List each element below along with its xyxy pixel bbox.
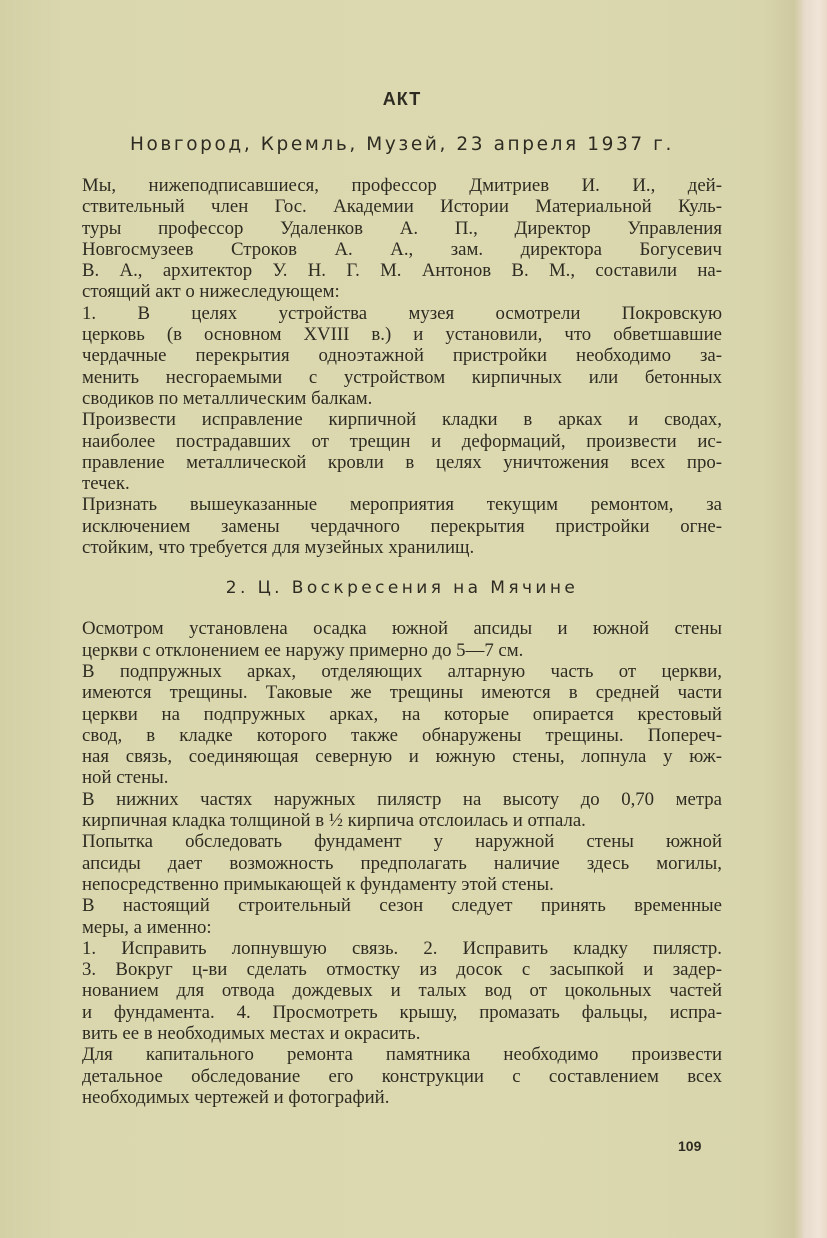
text-line: менить несгораемыми с устройством кирпичных или бетонных xyxy=(82,366,722,388)
text-line: Для капитального ремонта памятника необходимо произвести xyxy=(82,1044,722,1066)
s2-paragraph-5 xyxy=(82,895,722,938)
intro-paragraph xyxy=(82,175,722,303)
text-line: и фундамента. 4. Просмотреть крышу, промазать фальцы, испра- xyxy=(82,1001,722,1023)
s2-paragraph-1 xyxy=(82,618,722,661)
document-title: АКТ xyxy=(382,89,422,109)
item1-paragraph xyxy=(82,303,722,409)
text-line: церковь (в основном XVIII в.) и установили, что обветшавшие xyxy=(82,324,722,346)
text-line: непосредственно примыкающей к фундаменту этой стены. xyxy=(82,873,554,895)
text-line: 1. В целях устройства музея осмотрели Покровскую xyxy=(82,302,722,324)
text-line: Признать вышеуказанные мероприятия текущим ремонтом, за xyxy=(82,494,722,516)
text-line: нованием для отвода дождевых и талых вод от цокольных частей xyxy=(82,980,722,1002)
text-line: Попытка обследовать фундамент у наружной стены южной xyxy=(82,831,722,853)
text-line: свод, в кладке которого также обнаружены трещины. Попереч- xyxy=(82,724,722,746)
text-line: апсиды дает возможность предполагать наличие здесь могилы, xyxy=(82,852,722,874)
text-line: исключением замены чердачного перекрытия пристройки огне- xyxy=(82,515,722,537)
text-line: ной стены. xyxy=(82,767,169,789)
text-line: Новгосмузеев Строков А. А., зам. директора Богусевич xyxy=(82,238,722,260)
text-line: туры профессор Удаленков А. П., Директор Управления xyxy=(82,217,722,239)
text-line: меры, а именно: xyxy=(82,916,212,938)
text-line: церкви на подпружных арках, на которые опирается крестовый xyxy=(82,703,722,725)
s2-paragraph-4 xyxy=(82,831,722,895)
text-line: Мы, нижеподписавшиеся, профессор Дмитриев И. И., дей- xyxy=(82,175,722,196)
text-line: 1. Исправить лопнувшую связь. 2. Исправить кладку пилястр. xyxy=(82,937,722,959)
text-line: В настоящий строительный сезон следует принять временные xyxy=(82,895,722,917)
s2-paragraph-7 xyxy=(82,1044,722,1108)
s2-paragraph-6 xyxy=(82,938,722,1044)
item1-repair-paragraph xyxy=(82,409,722,494)
text-line: В нижних частях наружных пилястр на высоту до 0,70 метра xyxy=(82,788,722,810)
text-line: наиболее пострадавших от трещин и деформаций, произвести ис- xyxy=(82,430,722,452)
text-line: Произвести исправление кирпичной кладки в арках и сводах, xyxy=(82,409,722,431)
item1-recognize-paragraph xyxy=(82,494,722,558)
text-line: детальное обследование его конструкции с составлением всех xyxy=(82,1065,722,1087)
text-line: В. А., архитектор У. Н. Г. М. Антонов В. М., составили на- xyxy=(82,260,722,282)
text-line: ная связь, соединяющая северную и южную стены, лопнула у юж- xyxy=(82,746,722,768)
text-line: кирпичная кладка толщиной в ½ кирпича отслоилась и отпала. xyxy=(82,810,586,832)
text-line: 3. Вокруг ц-ви сделать отмостку из досок с засыпкой и задер- xyxy=(82,959,722,981)
page-edge xyxy=(801,0,827,1238)
text-line: В подпружных арках, отделяющих алтарную часть от церкви, xyxy=(82,660,722,682)
text-line: имеются трещины. Таковые же трещины имеются в средней части xyxy=(82,682,722,704)
text-line: сводиков по металлическим балкам. xyxy=(82,387,373,409)
text-line: стойким, что требуется для музейных хранилищ. xyxy=(82,537,475,559)
text-line: стоящий акт о нижеследующем: xyxy=(82,281,340,303)
text-line: необходимых чертежей и фотографий. xyxy=(82,1086,390,1108)
s2-paragraph-3 xyxy=(82,789,722,832)
text-line: Осмотром установлена осадка южной апсиды и южной стены xyxy=(82,618,722,640)
text-line: ствительный член Гос. Академии Истории Материальной Куль- xyxy=(82,196,722,218)
text-line: чердачные перекрытия одноэтажной пристройки необходимо за- xyxy=(82,345,722,367)
document-body xyxy=(82,88,722,1108)
page-number: 109 xyxy=(678,1138,702,1154)
place-date-line: Новгород, Кремль, Музей, 23 апреля 1937 г. xyxy=(130,134,674,155)
text-line: правление металлической кровли в целях уничтожения всех про- xyxy=(82,451,722,473)
text-line: церкви с отклонением ее наружу примерно до 5—7 см. xyxy=(82,639,524,661)
text-line: течек. xyxy=(82,473,130,495)
s2-paragraph-2 xyxy=(82,661,722,789)
section-2-heading: 2. Ц. Воскресения на Мячине xyxy=(225,578,579,599)
text-line: вить ее в необходимых местах и окрасить. xyxy=(82,1022,421,1044)
